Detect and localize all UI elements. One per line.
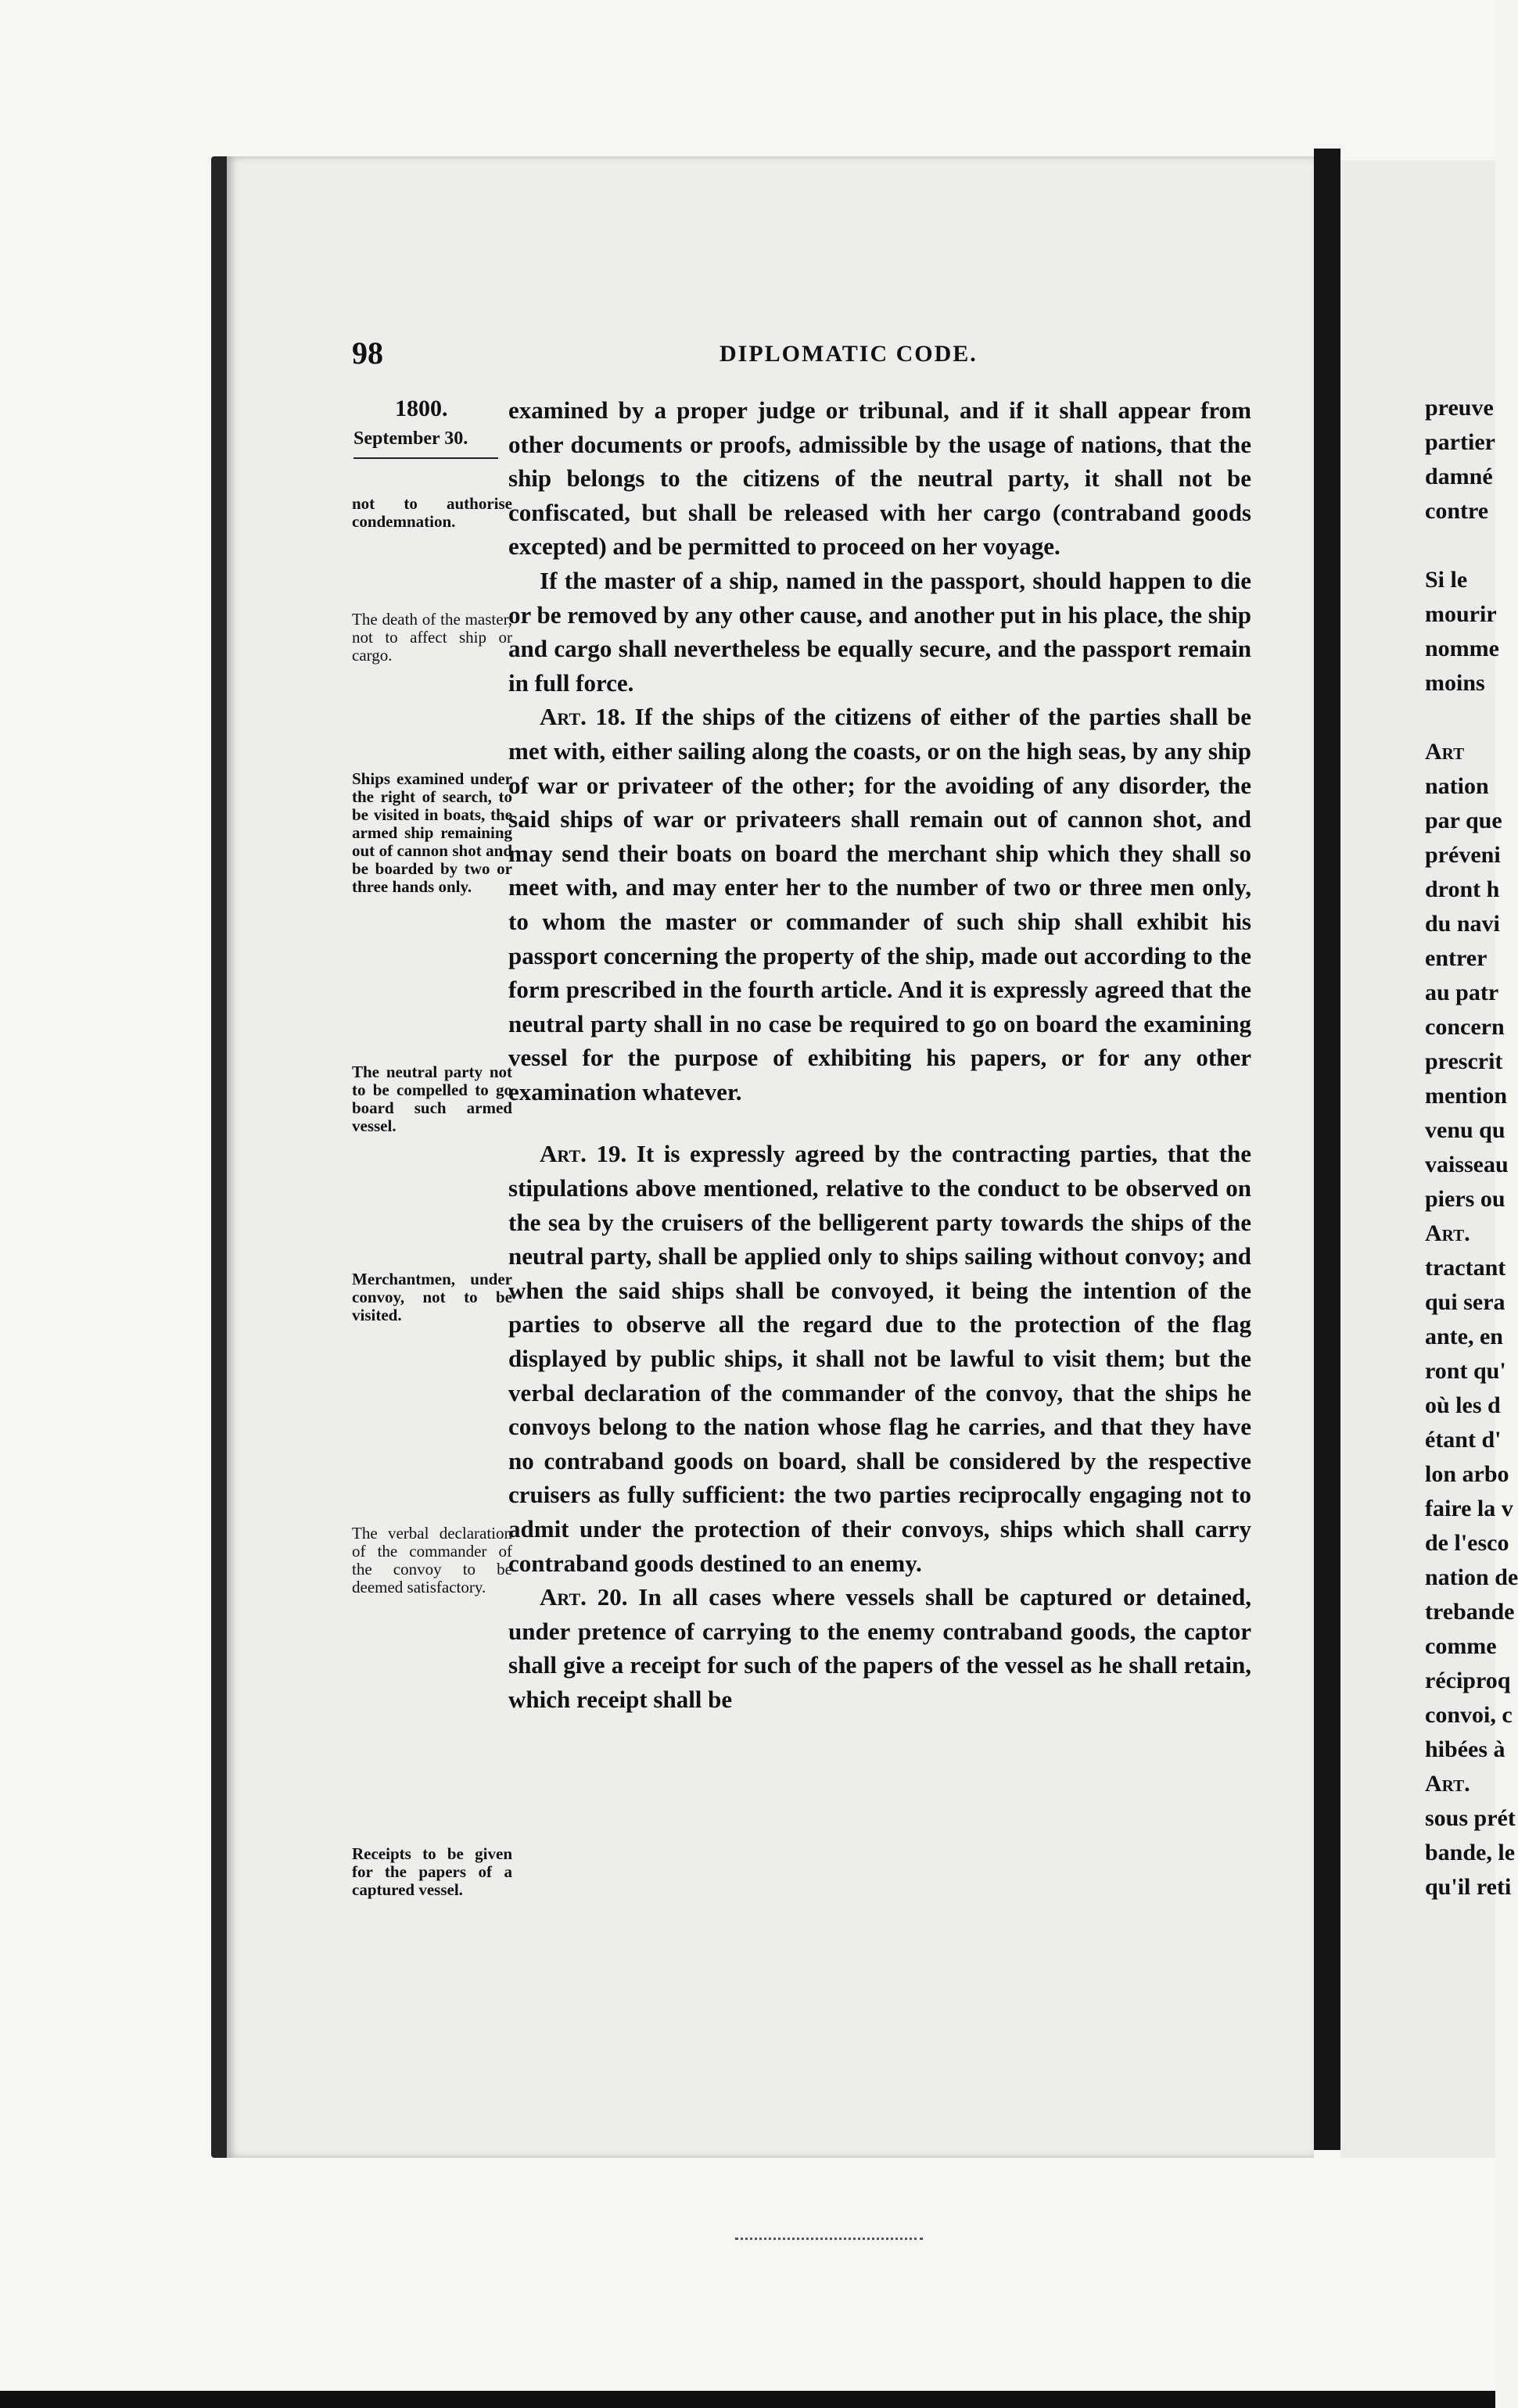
facing-line: piers ou xyxy=(1425,1186,1505,1212)
facing-line: trebande xyxy=(1425,1599,1515,1625)
facing-line: hibées à xyxy=(1425,1736,1505,1762)
facing-line: partier xyxy=(1425,429,1495,455)
margin-year: 1800. xyxy=(395,396,448,421)
facing-line: qu'il reti xyxy=(1425,1874,1512,1900)
facing-line: Art. xyxy=(1425,1220,1470,1246)
sidenote: Ships examined under the right of search, to be visited in boats, the armed ship remaining out of cannon shot and be boarded by two or three hands only. xyxy=(352,769,512,896)
facing-line: damné xyxy=(1425,464,1493,489)
scan-marks xyxy=(735,2238,923,2243)
facing-line: ront qu' xyxy=(1425,1358,1506,1384)
facing-line: nation xyxy=(1425,773,1489,799)
article-20 xyxy=(508,1580,1251,1716)
facing-line: ante, en xyxy=(1425,1324,1503,1349)
facing-line: par que xyxy=(1425,808,1502,833)
margin-date: September 30. xyxy=(353,428,468,449)
scanner-edge xyxy=(0,2391,1495,2408)
facing-line: convoi, c xyxy=(1425,1702,1513,1728)
page-header xyxy=(352,335,1243,374)
facing-line: du navi xyxy=(1425,911,1500,937)
sidenote: The neutral party not to be compelled to go board such armed vessel. xyxy=(352,1062,512,1135)
facing-line: Si le xyxy=(1425,567,1468,593)
facing-line: prescrit xyxy=(1425,1048,1503,1074)
facing-line: entrer xyxy=(1425,945,1487,971)
facing-line: lon arbo xyxy=(1425,1461,1509,1487)
facing-line: nomme xyxy=(1425,636,1499,661)
facing-line: vaisseau xyxy=(1425,1152,1509,1177)
sidenote: Receipts to be given for the papers of a captured vessel. xyxy=(352,1844,512,1899)
facing-line: tractant xyxy=(1425,1255,1506,1281)
facing-line: concern xyxy=(1425,1014,1505,1040)
facing-line: préveni xyxy=(1425,842,1501,868)
sidenote: The verbal declaration of the commander of the convoy to be deemed satisfactory. xyxy=(352,1524,512,1596)
page-number: 98 xyxy=(352,335,383,371)
facing-line: mourir xyxy=(1425,601,1497,627)
facing-line: nation de xyxy=(1425,1564,1518,1590)
facing-line: bande, le xyxy=(1425,1840,1516,1865)
facing-page xyxy=(1340,160,1518,2158)
running-title: DIPLOMATIC CODE. xyxy=(720,341,978,367)
article-label: Art. 19. xyxy=(540,1140,627,1168)
paragraph xyxy=(508,564,1251,700)
article-18 xyxy=(508,700,1251,1109)
paragraph-text: It is expressly agreed by the contracting parties, that the stipulations above mentioned, relative to the conduct to be observed on the sea by the cruisers of the belligerent party towards the ships of the neutral party, shall be applied only to ships sailing without convoy; and when the said ships shall be convoyed, it being the intention of the parties to observe all the regard due to the protection of the flag displayed by public ships, it shall not be lawful to visit them; but the verbal declaration of the commander of the convoy, that the ships he convoys belong to the nation whose flag he carries, and that they have no contraband goods on board, shall be considered by the respective cruisers as fully sufficient: the two parties reciprocally engaging not to admit under the protection of their convoys, ships which shall carry contraband goods destined to an enemy. xyxy=(508,1140,1251,1577)
facing-line: où les d xyxy=(1425,1392,1501,1418)
facing-line: preuve xyxy=(1425,395,1494,421)
facing-line: sous prét xyxy=(1425,1805,1516,1831)
facing-line: faire la v xyxy=(1425,1496,1513,1521)
article-label: Art. 18. xyxy=(540,703,626,731)
paragraph xyxy=(508,393,1251,564)
facing-line: réciproq xyxy=(1425,1668,1511,1693)
facing-line: qui sera xyxy=(1425,1289,1505,1315)
paragraph-text: If the ships of the citizens of either of the parties shall be met with, either sailing along the coasts, or on the high seas, by any ship of war or privateer of the other; for the avoiding of any disorder, the said ships of war or privateers shall remain out of cannon shot, and may send their boats on board the merchant ship which they shall so meet with, and may enter her to the number of two or three men only, to whom the master or commander of such ship shall exhibit his passport concerning the property of the ship, made out according to the form prescribed in the fourth article. And it is expressly agreed that the neutral party shall in no case be required to go on board the examining vessel for the purpose of exhibiting his papers, or for any other examination whatever. xyxy=(508,703,1251,1105)
paragraph-text: If the master of a ship, named in the passport, should happen to die or be removed by any other cause, and another put in his place, the ship and cargo shall nevertheless be equally secure, and the passport remain in full force. xyxy=(508,566,1251,697)
facing-line: comme xyxy=(1425,1633,1497,1659)
margin-rule xyxy=(353,457,498,459)
article-19 xyxy=(508,1137,1251,1580)
facing-line: au patr xyxy=(1425,980,1499,1005)
facing-line: moins xyxy=(1425,670,1485,696)
paragraph-text: examined by a proper judge or tribunal, and if it shall appear from other documents or proofs, admissible by the usage of nations, that the ship belongs to the citizens of the neutral party, it shall not be confiscated, but shall be released with her cargo (contraband goods excepted) and be permitted to proceed on her voyage. xyxy=(508,396,1251,561)
paragraph-text: In all cases where vessels shall be captured or detained, under pretence of carrying to the enemy contraband goods, the captor shall give a receipt for such of the papers of the vessel as he shall retain, which receipt shall be xyxy=(508,1583,1251,1713)
facing-line: Art. xyxy=(1425,1771,1470,1797)
facing-line: venu qu xyxy=(1425,1117,1505,1143)
facing-line: Art xyxy=(1425,739,1465,765)
facing-line: étant d' xyxy=(1425,1427,1502,1453)
body-text xyxy=(508,393,1251,1717)
facing-line: de l'esco xyxy=(1425,1530,1509,1556)
article-label: Art. 20. xyxy=(540,1583,628,1611)
facing-line: dront h xyxy=(1425,876,1500,902)
sidenote: Merchantmen, under convoy, not to be visited. xyxy=(352,1270,512,1324)
facing-line: mention xyxy=(1425,1083,1507,1109)
book-gutter xyxy=(1314,149,1340,2150)
sidenote: not to authorise condemnation. xyxy=(352,494,512,531)
facing-line: contre xyxy=(1425,498,1489,524)
sidenote: The death of the master, not to affect ship or cargo. xyxy=(352,610,512,665)
